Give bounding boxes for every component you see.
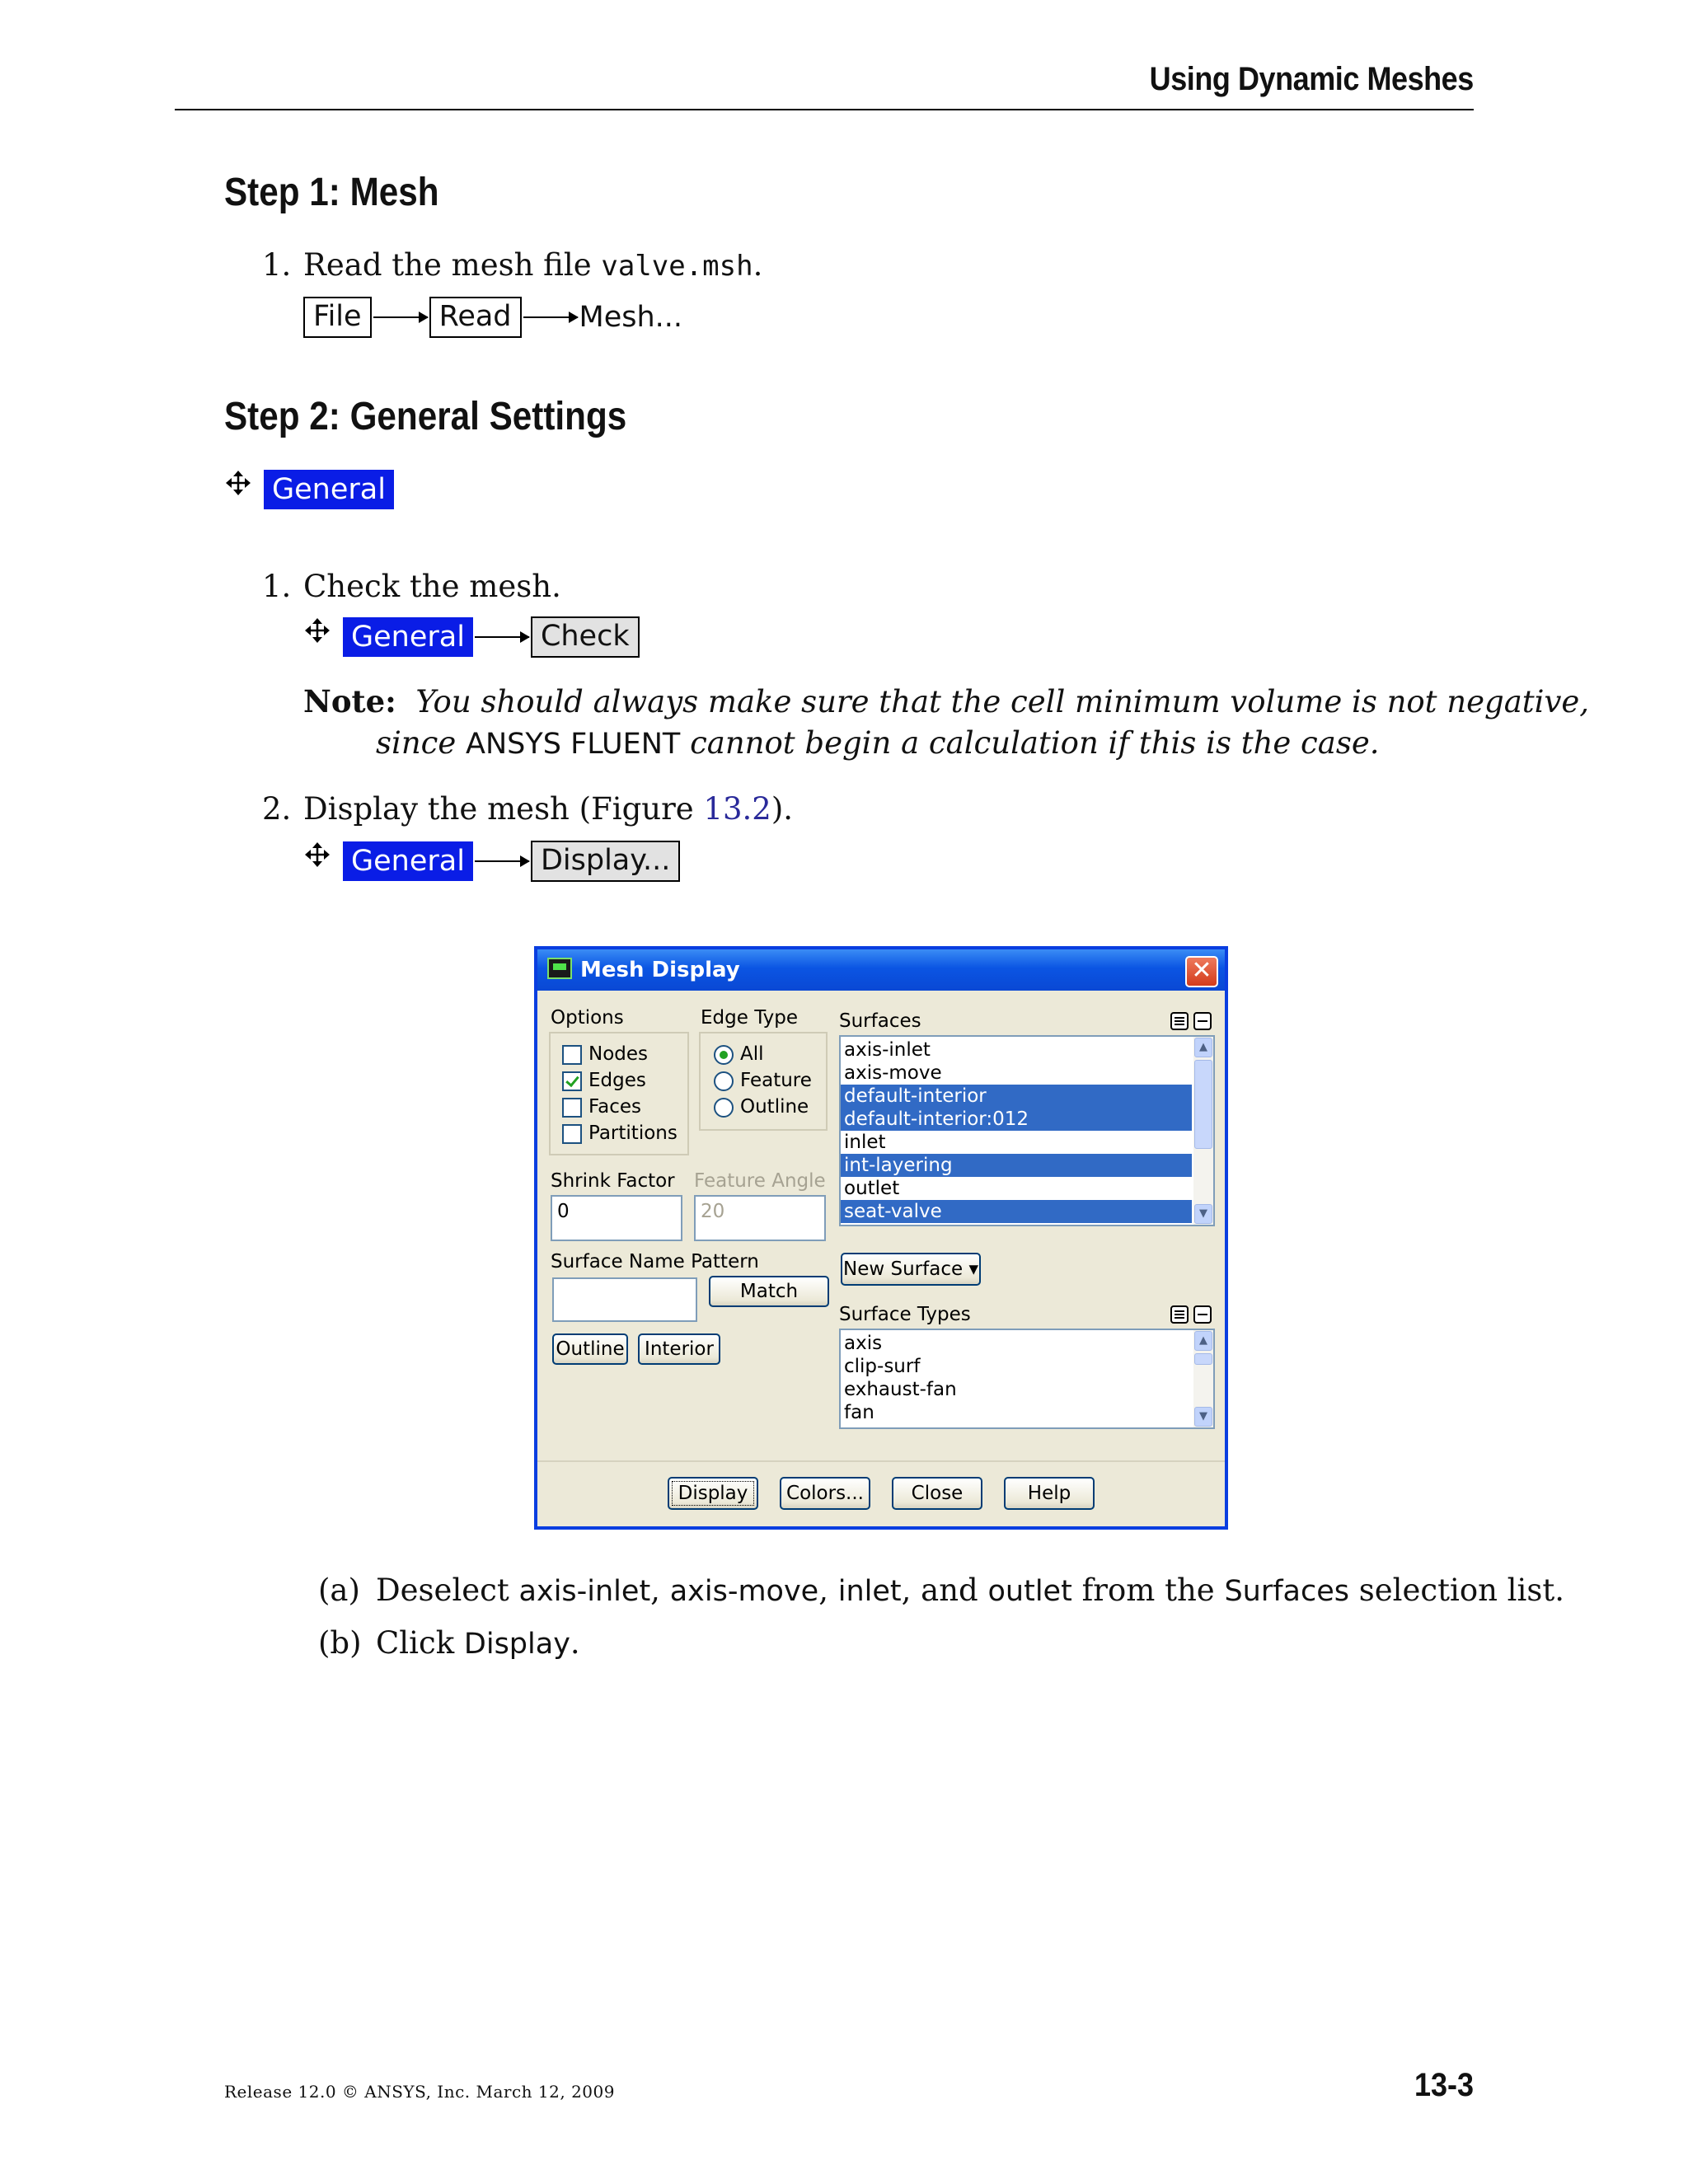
page-number: 13-3: [1414, 2067, 1474, 2103]
nodes-checkbox[interactable]: [562, 1045, 582, 1065]
item-text: Display the mesh (Figure: [303, 791, 704, 827]
step2-heading: Step 2: General Settings: [224, 395, 627, 438]
outline-label: Outline: [740, 1096, 809, 1118]
list-item[interactable]: inlet: [844, 1132, 886, 1153]
substep-text: , and: [901, 1572, 988, 1608]
menu-mesh[interactable]: Mesh...: [579, 301, 683, 334]
item-text: Read the mesh file: [303, 247, 602, 283]
dialog-titlebar[interactable]: [537, 949, 1225, 991]
partitions-checkbox[interactable]: [562, 1124, 582, 1144]
product-name: ANSYS FLUENT: [466, 728, 681, 761]
step2-item2-menu-path: [303, 841, 680, 882]
list-item[interactable]: axis-inlet: [844, 1039, 931, 1061]
substep-label: (b): [318, 1625, 362, 1661]
interior-button[interactable]: Interior: [638, 1333, 720, 1365]
display-menu-button[interactable]: Display...: [531, 841, 680, 882]
list-item[interactable]: axis: [844, 1333, 883, 1354]
list-item[interactable]: default-interior:012: [841, 1108, 1192, 1131]
substep-label: (a): [318, 1572, 360, 1608]
arrow-icon: [475, 636, 529, 638]
note-line1: You should always make sure that the cell minimum volume is not negative,: [415, 684, 1590, 719]
app-icon: [547, 958, 572, 979]
close-icon[interactable]: ✕: [1185, 956, 1218, 987]
surface-ref: axis-inlet: [518, 1575, 651, 1608]
note-label: Note:: [303, 683, 396, 719]
shrink-factor-label: Shrink Factor: [551, 1170, 675, 1192]
surface-types-items: [841, 1330, 1192, 1424]
footer-release: Release 12.0 © ANSYS, Inc. March 12, 2009: [224, 2082, 615, 2102]
item-number: 1.: [262, 247, 292, 283]
help-button[interactable]: Help: [1004, 1477, 1095, 1510]
scroll-up-icon[interactable]: ▲: [1194, 1038, 1212, 1057]
note-block: [303, 681, 1589, 765]
list-item[interactable]: int-layering: [841, 1154, 1192, 1177]
deselect-all-icon[interactable]: [1193, 1305, 1212, 1324]
all-label: All: [740, 1043, 764, 1065]
surface-ref: axis-move: [669, 1575, 819, 1608]
step1-item1: [262, 246, 762, 286]
feature-angle-input[interactable]: 20: [694, 1195, 826, 1241]
file-name: valve.msh: [601, 250, 753, 283]
list-item[interactable]: fan: [844, 1402, 874, 1423]
item-number: 1.: [262, 569, 292, 604]
step2-nav: [224, 470, 394, 509]
ui-ref: Surfaces: [1224, 1575, 1350, 1608]
mesh-display-dialog: [534, 946, 1228, 1530]
feature-angle-label: Feature Angle: [694, 1170, 826, 1192]
substep-a: [318, 1571, 1564, 1611]
surface-ref: outlet: [987, 1575, 1072, 1608]
arrow-icon: [373, 316, 428, 318]
item-text-end: ).: [771, 791, 794, 827]
item-number: 2.: [262, 791, 292, 827]
substep-text: ,: [818, 1572, 838, 1608]
surface-name-pattern-label: Surface Name Pattern: [551, 1251, 759, 1272]
substep-text: .: [570, 1625, 580, 1661]
faces-label: Faces: [588, 1096, 641, 1118]
scroll-down-icon[interactable]: ▼: [1194, 1204, 1212, 1224]
dropdown-arrow-icon: ▾: [968, 1258, 978, 1280]
select-all-icon[interactable]: [1170, 1305, 1189, 1324]
scroll-thumb[interactable]: [1194, 1060, 1212, 1149]
header-title: Using Dynamic Meshes: [1149, 61, 1474, 97]
match-button[interactable]: Match: [709, 1276, 829, 1307]
step2-item1-menu-path: [303, 616, 640, 658]
move-arrows-icon: [303, 616, 331, 644]
general-tag[interactable]: General: [343, 617, 473, 657]
edges-checkbox[interactable]: [562, 1071, 582, 1091]
close-button[interactable]: Close: [892, 1477, 982, 1510]
step2-item1: [262, 567, 561, 607]
edge-type-label: Edge Type: [701, 1007, 799, 1029]
note-line2: cannot begin a calculation if this is the case.: [690, 725, 1380, 761]
list-item[interactable]: exhaust-fan: [844, 1379, 957, 1400]
list-item[interactable]: seat-valve: [841, 1200, 1192, 1223]
display-button[interactable]: Display: [668, 1477, 758, 1510]
surface-name-pattern-input[interactable]: [552, 1277, 697, 1322]
ui-ref: Display: [463, 1628, 570, 1661]
outline-radio[interactable]: [714, 1098, 734, 1118]
new-surface-button[interactable]: [841, 1253, 981, 1286]
substep-text: from the: [1071, 1572, 1225, 1608]
all-radio[interactable]: [714, 1045, 734, 1065]
note-since: since: [376, 725, 457, 761]
step1-menu-path: [303, 297, 682, 338]
move-arrows-icon: [303, 841, 331, 869]
surfaces-label: Surfaces: [839, 1010, 921, 1032]
step1-heading: Step 1: Mesh: [224, 171, 439, 214]
surfaces-list[interactable]: [839, 1035, 1215, 1226]
list-item[interactable]: default-interior: [841, 1085, 1192, 1108]
nodes-label: Nodes: [588, 1043, 649, 1065]
substep-text: selection list.: [1349, 1572, 1564, 1608]
list-item[interactable]: axis-move: [844, 1062, 942, 1084]
item-text: Check the mesh.: [303, 569, 561, 604]
partitions-label: Partitions: [588, 1122, 678, 1144]
step2-item2: [262, 790, 793, 829]
outline-button[interactable]: Outline: [552, 1333, 628, 1365]
feature-label: Feature: [740, 1070, 812, 1091]
figure-link[interactable]: 13.2: [703, 791, 771, 827]
dialog-title: Mesh Display: [580, 958, 740, 982]
dialog-separator: [537, 1460, 1225, 1462]
scroll-down-icon[interactable]: ▼: [1194, 1407, 1212, 1427]
scroll-up-icon[interactable]: ▲: [1194, 1331, 1212, 1351]
options-label: Options: [551, 1007, 624, 1029]
list-item[interactable]: clip-surf: [844, 1356, 921, 1377]
menu-read[interactable]: Read: [429, 297, 522, 338]
substep-text: ,: [650, 1572, 670, 1608]
surface-types-scrollbar[interactable]: [1193, 1330, 1213, 1427]
menu-file[interactable]: File: [303, 297, 372, 338]
surface-types-label: Surface Types: [839, 1304, 971, 1325]
edges-label: Edges: [588, 1070, 646, 1091]
new-surface-label: New Surface: [843, 1258, 964, 1280]
move-arrows-icon: [224, 469, 252, 497]
arrow-icon: [523, 316, 578, 318]
substep-text: Click: [376, 1625, 464, 1661]
deselect-all-icon[interactable]: [1193, 1012, 1212, 1030]
surfaces-scrollbar[interactable]: [1193, 1037, 1213, 1225]
arrow-icon: [475, 860, 529, 862]
substep-b: [318, 1624, 580, 1664]
general-nav-tag[interactable]: General: [264, 470, 394, 509]
surface-types-list[interactable]: [839, 1329, 1215, 1429]
surfaces-items: [841, 1037, 1192, 1223]
page-header: [175, 58, 1474, 110]
select-all-icon[interactable]: [1170, 1012, 1189, 1030]
feature-radio[interactable]: [714, 1071, 734, 1091]
surface-ref: inlet: [837, 1575, 902, 1608]
faces-checkbox[interactable]: [562, 1098, 582, 1118]
check-button[interactable]: Check: [531, 616, 640, 658]
item-end: .: [753, 247, 763, 283]
substep-text: Deselect: [376, 1572, 519, 1608]
shrink-factor-input[interactable]: 0: [551, 1195, 682, 1241]
colors-button[interactable]: Colors...: [780, 1477, 870, 1510]
scroll-thumb[interactable]: [1194, 1353, 1212, 1365]
list-item[interactable]: outlet: [844, 1178, 900, 1199]
general-tag[interactable]: General: [343, 841, 473, 881]
